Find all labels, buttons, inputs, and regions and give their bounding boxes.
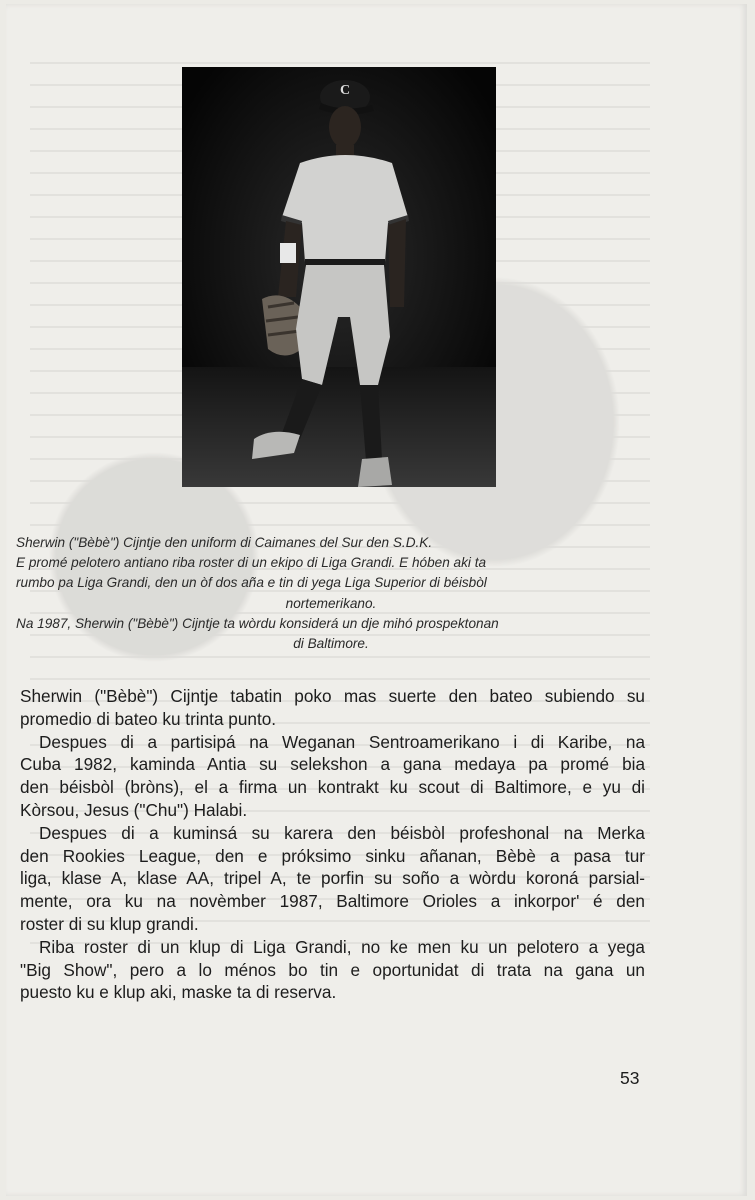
caption-line: rumbo pa Liga Grandi, den un òf dos aña e tin di yega Liga Superior di béisbòl <box>16 575 487 591</box>
text-line: puesto ku e klup aki, maske ta di reserva. <box>20 982 337 1003</box>
text-line: den Rookies League, den e próksimo sinku añanan, Bèbè a pasa tur <box>20 845 645 866</box>
caption-line: Sherwin ("Bèbè") Cijntje den uniform di Caimanes del Sur den S.D.K. <box>16 535 433 550</box>
text-line: "Big Show", pero a lo ménos bo tin e oportunidat di trata na gana un <box>20 959 645 980</box>
cap-logo: C <box>339 83 351 98</box>
text-line: den béisbòl (bròns), el a firma un kontrakt ku scout di Baltimore, e yu di <box>20 777 645 798</box>
caption-line: di Baltimore. <box>293 636 369 652</box>
text-line: liga, klase A, klase AA, tripel A, te porfin su soño a wòrdu koroná parsial- <box>20 868 645 889</box>
caption-line: Na 1987, Sherwin ("Bèbè") Cijntje ta wòrdu konsiderá un dje mihó prospektonan <box>16 615 499 631</box>
text-line: mente, ora ku na novèmber 1987, Baltimore Orioles a inkorpor' é den <box>20 891 645 912</box>
player-photo <box>182 67 496 487</box>
text-line: Kòrsou, Jesus ("Chu") Halabi. <box>20 799 248 820</box>
paragraph <box>20 822 645 936</box>
caption-line: E promé pelotero antiano riba roster di un ekipo di Liga Grandi. E hóben aki ta <box>16 555 487 571</box>
text-line: Riba roster di un klup di Liga Grandi, no ke men ku un pelotero a yega <box>39 936 645 957</box>
text-line: Despues di a partisipá na Weganan Sentroamerikano i di Karibe, na <box>39 731 645 752</box>
text-line: promedio di bateo ku trinta punto. <box>20 708 277 729</box>
text-line: Sherwin ("Bèbè") Cijntje tabatin poko mas suerte den bateo subiendo su <box>20 686 645 706</box>
page-number: 53 <box>620 1068 640 1088</box>
text-line: roster di su klup grandi. <box>20 913 199 934</box>
paragraph <box>20 731 645 822</box>
caption-line: nortemerikano. <box>285 595 377 611</box>
text-line: Cuba 1982, kaminda Antia su selekshon a gana medaya pa promé bia <box>20 754 645 775</box>
body-text <box>20 685 645 1004</box>
text-line: Despues di a kuminsá su karera den béisbòl profeshonal na Merka <box>39 822 645 843</box>
photo-caption <box>16 533 646 654</box>
paragraph <box>20 936 645 1004</box>
paragraph <box>20 685 645 731</box>
